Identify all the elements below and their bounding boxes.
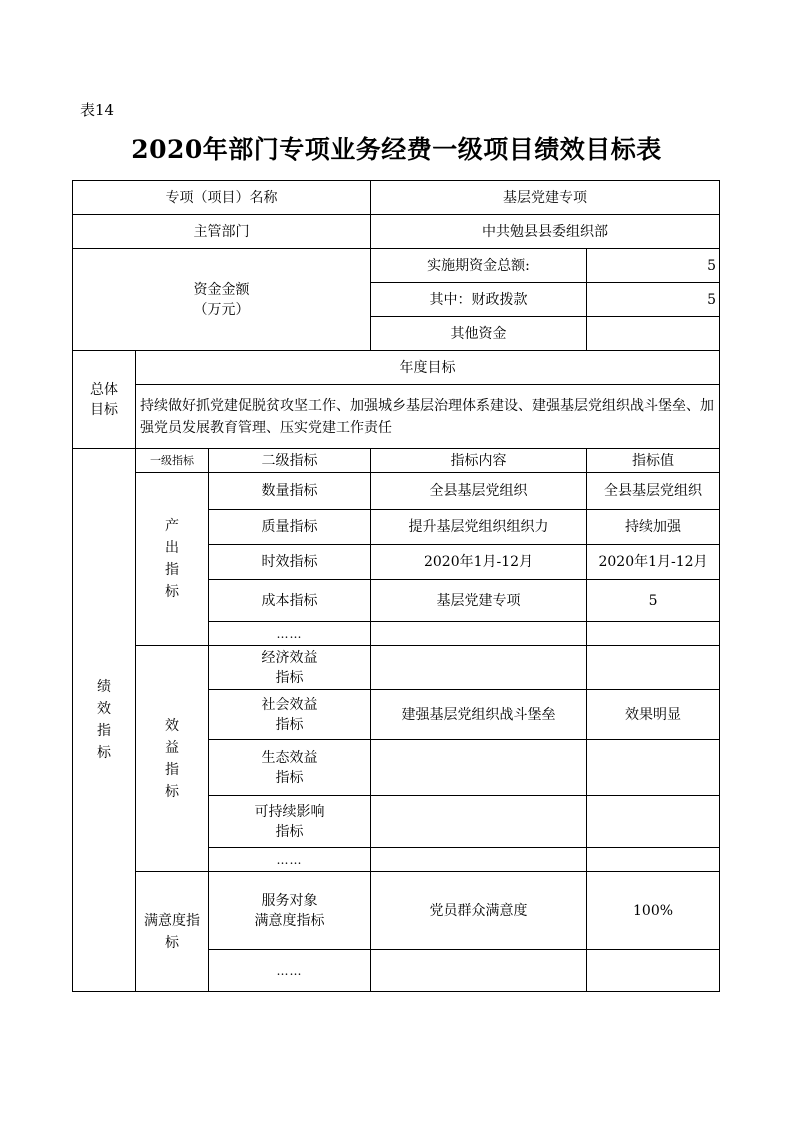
page-title: 2020年部门专项业务经费一级项目绩效目标表 xyxy=(131,135,662,164)
satisfaction-label-line1: 满意度指 xyxy=(144,912,200,929)
annual-goal-text: 持续做好抓党建促脱贫攻坚工作、加强城乡基层治理体系建设、建强基层党组织战斗堡垒、加强党员发展教育管理、压实党建工作责任 xyxy=(136,385,720,449)
output-content: 2020年1月-12月 xyxy=(371,545,587,580)
project-name-row xyxy=(73,181,720,215)
performance-label-char: 标 xyxy=(97,745,111,761)
header-level2: 二级指标 xyxy=(209,449,371,473)
table-row xyxy=(73,473,720,510)
output-label-char: 产 xyxy=(165,518,179,534)
benefit-level2-line1: 社会效益 xyxy=(261,696,318,713)
output-label-char: 标 xyxy=(165,584,179,600)
satisfaction-value xyxy=(587,950,720,992)
annual-goal-header-row xyxy=(73,351,720,385)
output-value: 5 xyxy=(587,580,720,622)
benefit-label-char: 效 xyxy=(165,717,179,734)
benefit-label-char: 指 xyxy=(165,761,179,778)
benefit-level2-line2: 指标 xyxy=(275,769,304,786)
department-label: 主管部门 xyxy=(73,215,371,249)
satisfaction-value: 100% xyxy=(587,872,720,950)
satisfaction-content xyxy=(371,950,587,992)
output-content: 基层党建专项 xyxy=(371,580,587,622)
department-row xyxy=(73,215,720,249)
benefit-level2 xyxy=(209,646,371,690)
benefit-level2 xyxy=(209,740,371,796)
output-level2: 数量指标 xyxy=(209,473,371,510)
benefit-content xyxy=(371,740,587,796)
header-level1: 一级指标 xyxy=(136,449,209,473)
annual-goal-text-row xyxy=(73,385,720,449)
benefit-content xyxy=(371,646,587,690)
output-content xyxy=(371,622,587,646)
overall-goal-label xyxy=(73,351,136,449)
table-row xyxy=(73,872,720,950)
benefit-level2-line2: 指标 xyxy=(275,823,304,840)
department-value: 中共勉县县委组织部 xyxy=(371,215,720,249)
performance-label-char: 效 xyxy=(97,701,111,717)
funds-total-label: 实施期资金总额: xyxy=(371,249,587,283)
output-label-char: 指 xyxy=(165,562,179,578)
funds-label-line2: （万元） xyxy=(193,301,250,318)
performance-target-table xyxy=(72,180,720,992)
satisfaction-level2: …… xyxy=(209,950,371,992)
benefit-value xyxy=(587,646,720,690)
benefit-label-char: 标 xyxy=(165,783,179,800)
header-content: 指标内容 xyxy=(371,449,587,473)
overall-goal-label-line1: 总体 xyxy=(90,381,118,398)
benefit-level2-line2: 指标 xyxy=(275,669,304,686)
output-level2: …… xyxy=(209,622,371,646)
funds-fiscal-value: 5 xyxy=(587,283,720,317)
benefit-level2: …… xyxy=(209,848,371,872)
benefit-level2 xyxy=(209,796,371,848)
project-name-value: 基层党建专项 xyxy=(371,181,720,215)
satisfaction-content: 党员群众满意度 xyxy=(371,872,587,950)
output-value: 2020年1月-12月 xyxy=(587,545,720,580)
output-level2: 质量指标 xyxy=(209,510,371,545)
output-level2: 时效指标 xyxy=(209,545,371,580)
benefit-value xyxy=(587,740,720,796)
benefit-value xyxy=(587,796,720,848)
performance-label-char: 指 xyxy=(97,723,111,739)
funds-total-value: 5 xyxy=(587,249,720,283)
annual-goal-label: 年度目标 xyxy=(136,351,720,385)
performance-indicator-label xyxy=(73,449,136,992)
project-name-label: 专项（项目）名称 xyxy=(73,181,371,215)
benefit-level2-line1: 经济效益 xyxy=(261,649,318,666)
output-label-char: 出 xyxy=(165,540,179,556)
table-row xyxy=(73,646,720,690)
output-level2: 成本指标 xyxy=(209,580,371,622)
funds-fiscal-label: 其中：财政拨款 xyxy=(371,283,587,317)
output-value xyxy=(587,622,720,646)
benefit-level2-line2: 指标 xyxy=(275,716,304,733)
satisfaction-level2 xyxy=(209,872,371,950)
performance-label-char: 绩 xyxy=(97,679,111,695)
funds-other-value xyxy=(587,317,720,351)
overall-goal-label-line2: 目标 xyxy=(90,401,118,418)
satisfaction-indicator-label xyxy=(136,872,209,992)
output-content: 提升基层党组织组织力 xyxy=(371,510,587,545)
satisfaction-label-line2: 标 xyxy=(165,934,179,951)
table-number: 表14 xyxy=(80,101,115,119)
benefit-level2 xyxy=(209,690,371,740)
benefit-level2-line1: 可持续影响 xyxy=(254,803,325,820)
benefit-content xyxy=(371,848,587,872)
benefit-indicator-label xyxy=(136,646,209,872)
benefit-value: 效果明显 xyxy=(587,690,720,740)
output-content: 全县基层党组织 xyxy=(371,473,587,510)
output-indicator-label xyxy=(136,473,209,646)
benefit-content: 建强基层党组织战斗堡垒 xyxy=(371,690,587,740)
satisfaction-level2-line1: 服务对象 xyxy=(261,892,318,909)
benefit-content xyxy=(371,796,587,848)
funds-label-line1: 资金金额 xyxy=(193,281,250,298)
funds-label xyxy=(73,249,371,351)
funds-total-row xyxy=(73,249,720,283)
benefit-level2-line1: 生态效益 xyxy=(261,749,318,766)
output-value: 持续加强 xyxy=(587,510,720,545)
funds-other-label: 其他资金 xyxy=(371,317,587,351)
benefit-value xyxy=(587,848,720,872)
header-value: 指标值 xyxy=(587,449,720,473)
output-value: 全县基层党组织 xyxy=(587,473,720,510)
indicator-header-row xyxy=(73,449,720,473)
satisfaction-level2-line2: 满意度指标 xyxy=(254,912,325,929)
benefit-label-char: 益 xyxy=(165,739,179,756)
